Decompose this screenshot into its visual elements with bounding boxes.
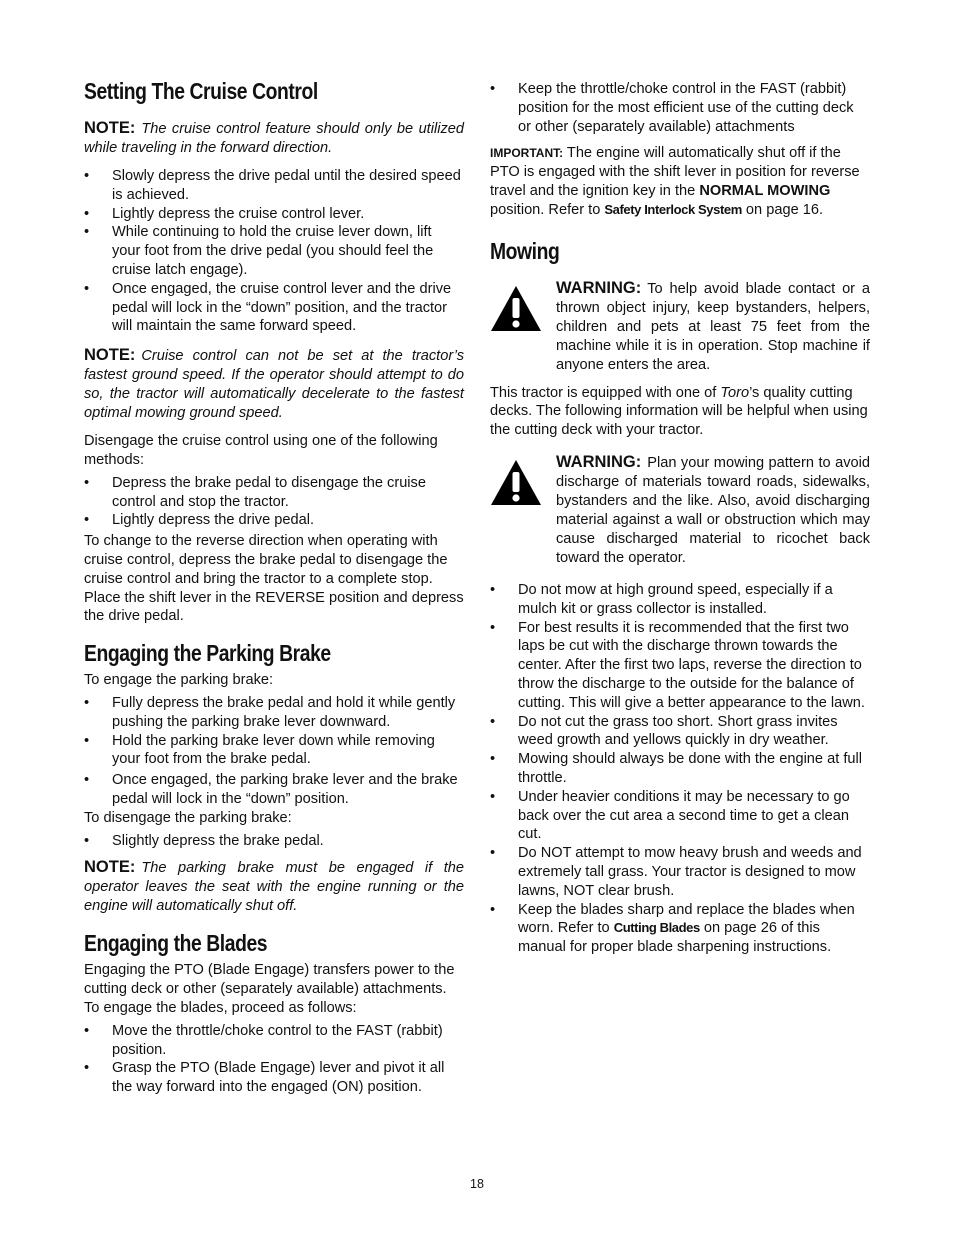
toro-paragraph — [490, 384, 870, 440]
section-heading-cruise: Setting The Cruise Control — [84, 78, 318, 104]
list-item: • Slowly depress the drive pedal until the desired speed is achieved. — [84, 167, 464, 205]
left-column — [84, 78, 464, 1097]
note-forward-direction — [84, 119, 464, 158]
tip-text: Keep the blades sharp and replace the blades when worn. Refer to — [518, 901, 855, 937]
warning-block-discharge — [490, 453, 870, 568]
list-item: • Mowing should always be done with the engine at full throttle. — [490, 750, 870, 788]
list-item: • Fully depress the brake pedal and hold it while gently pushing the parking brake lever downward. — [84, 694, 464, 732]
list-item: • Keep the throttle/choke control in the FAST (rabbit) position for the most efficient use of the cutting deck or other (separately available) attachments — [490, 80, 870, 136]
parking-steps-list — [84, 694, 464, 809]
throttle-list — [490, 80, 870, 136]
section-heading-blades: Engaging the Blades — [84, 930, 268, 957]
reverse-paragraph: To change to the reverse direction when operating with cruise control, depress the brake pedal to disengage the cruise control and bring the tractor to a complete stop. Place the shift lever in the REVERSE position and depress the drive pedal. — [84, 533, 464, 625]
toro-brand: Toro — [720, 384, 750, 401]
cruise-steps-list — [84, 167, 464, 336]
list-item: • Do not cut the grass too short. Short grass invites weed growth and yellows quickly in dry weather. — [490, 713, 870, 751]
parking-disengage-list — [84, 832, 464, 851]
blades-steps-list — [84, 1022, 464, 1097]
list-item: • Do not mow at high ground speed, especially if a mulch kit or grass collector is installed. — [490, 581, 870, 619]
blades-intro: Engaging the PTO (Blade Engage) transfers power to the cutting deck or other (separately available) attachments. To engage the blades, proceed as follows: — [84, 962, 455, 1016]
disengage-list — [84, 474, 464, 530]
list-item: • While continuing to hold the cruise lever down, lift your foot from the drive pedal (you should feel the cruise latch engage). — [84, 223, 464, 279]
list-item: • Once engaged, the cruise control lever and the drive pedal will lock in the “down” position, and the tractor will maintain the same forward speed. — [84, 280, 464, 336]
warning-text — [556, 279, 870, 375]
note-text: The parking brake must be engaged if the operator leaves the seat with the engine running or the engine will automatically shut off. — [84, 860, 464, 915]
list-item — [490, 901, 870, 957]
toro-text: ’s quality cutting decks. The following information will be helpful when using the cutting deck with your tractor. — [490, 384, 868, 439]
note-fastest-speed — [84, 346, 464, 423]
warning-triangle-icon — [490, 453, 556, 568]
list-item: • Slightly depress the brake pedal. — [84, 832, 464, 851]
list-item: • Depress the brake pedal to disengage the cruise control and stop the tractor. — [84, 474, 464, 512]
list-item: • Under heavier conditions it may be necessary to go back over the cut area a second time to get a clean cut. — [490, 788, 870, 844]
warning-body: Plan your mowing pattern to avoid discharge of materials toward roads, sidewalks, bystanders and the like. Also, avoid discharging material against a wall or obstruction which may cause discharged material to ricochet back toward the operator. — [556, 454, 870, 566]
warning-block-bystanders — [490, 279, 870, 375]
list-item: • Lightly depress the drive pedal. — [84, 511, 464, 530]
parking-intro: To engage the parking brake: — [84, 672, 274, 689]
warning-triangle-icon — [490, 279, 556, 375]
warning-text — [556, 453, 870, 568]
list-item: • Once engaged, the parking brake lever and the brake pedal will lock in the “down” position. — [84, 771, 464, 809]
list-item: • Hold the parking brake lever down while removing your foot from the brake pedal. — [84, 732, 464, 770]
note-parking-brake — [84, 858, 464, 916]
note-text: The cruise control feature should only be utilized while traveling in the forward direction. — [84, 121, 464, 156]
section-heading-mowing: Mowing — [490, 237, 560, 264]
disengage-intro: Disengage the cruise control using one of the following methods: — [84, 433, 438, 468]
section-heading-parking-brake: Engaging the Parking Brake — [84, 640, 331, 667]
normal-mowing-term: NORMAL MOWING — [699, 182, 831, 199]
note-text: Cruise control can not be set at the tractor’s fastest ground speed. If the operator should attempt to do so, the tractor will automatically decelerate to the fastest optimal mowing ground speed. — [84, 348, 464, 422]
safety-interlock-reference: Safety Interlock System — [604, 201, 742, 217]
tip-text: on page 26 of this manual for proper blade sharpening instructions. — [518, 920, 832, 956]
important-text: The engine will automatically shut off if the PTO is engaged with the shift lever in position for reverse travel and the ignition key in the — [490, 145, 860, 199]
important-paragraph — [490, 144, 870, 219]
parking-disengage-intro: To disengage the parking brake: — [84, 809, 292, 826]
important-label: IMPORTANT: — [490, 146, 564, 161]
list-item: • Lightly depress the cruise control lever. — [84, 205, 464, 224]
page-number: 18 — [470, 1177, 484, 1191]
toro-text: This tractor is equipped with one of — [490, 384, 721, 401]
list-item: • For best results it is recommended that the first two laps be cut with the discharge thrown towards the center. After the first two laps, reverse the direction to throw the discharge to the outside for the balance of cutting. This will give a better appearance to the lawn. — [490, 619, 870, 713]
list-item: • Move the throttle/choke control to the FAST (rabbit) position. — [84, 1022, 464, 1060]
note-label: NOTE: — [84, 119, 136, 137]
warning-body: To help avoid blade contact or a thrown object injury, keep bystanders, helpers, children and pets at least 75 feet from the machine while it is in operation. Stop machine if anyone enters the area. — [556, 280, 870, 373]
right-column — [490, 80, 870, 957]
list-item: • Grasp the PTO (Blade Engage) lever and pivot it all the way forward into the engaged (ON) position. — [84, 1059, 464, 1097]
important-text: on page 16. — [741, 201, 824, 218]
important-text: position. Refer to — [490, 201, 605, 218]
list-item: • Do NOT attempt to mow heavy brush and weeds and extremely tall grass. Your tractor is designed to mow lawns, NOT clear brush. — [490, 844, 870, 900]
warning-label: WARNING: — [556, 278, 642, 297]
note-label: NOTE: — [84, 346, 136, 365]
note-label: NOTE: — [84, 858, 136, 877]
mowing-tips-list — [490, 581, 870, 957]
cutting-blades-reference: Cutting Blades — [613, 920, 700, 936]
warning-label: WARNING: — [556, 452, 642, 471]
